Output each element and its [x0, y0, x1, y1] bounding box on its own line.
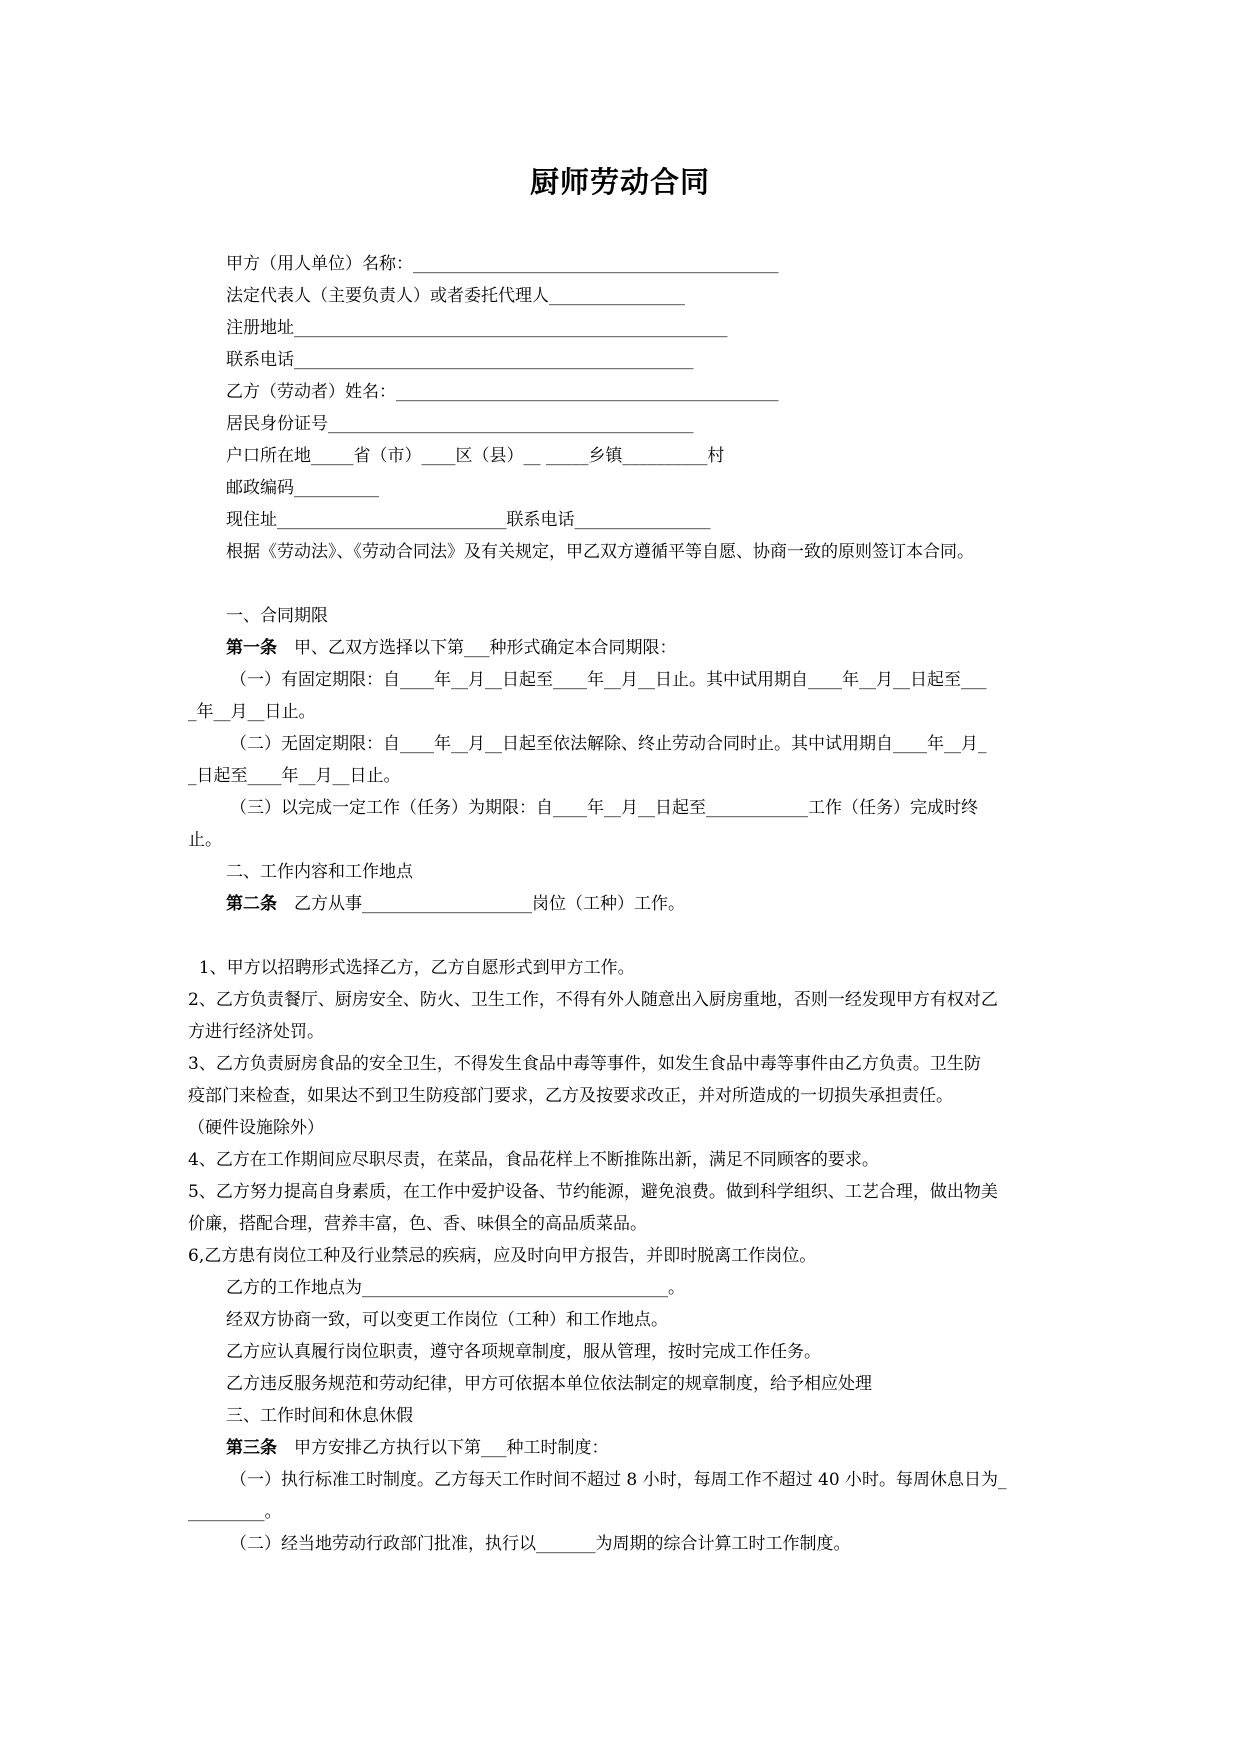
article-2-label: 第二条 [226, 894, 277, 914]
duty-item-3-note: （硬件设施除外） [188, 1118, 324, 1138]
change-position-line: 经双方协商一致，可以变更工作岗位（工种）和工作地点。 [226, 1310, 668, 1330]
article-3-text: 甲方安排乙方执行以下第___种工时制度： [277, 1438, 609, 1458]
party-a-name-field: 甲方（用人单位）名称：___________________________________________ [226, 254, 779, 274]
article-3 [226, 1437, 609, 1459]
registered-address-field: 注册地址___________________________________________________ [226, 318, 728, 338]
term-fixed-line-1: （一）有固定期限：自____年__月__日起至____年__月__日止。其中试用期自____年__月__日起至___ [230, 670, 987, 690]
term-task-line-1: （三）以完成一定工作（任务）为期限：自____年__月__日起至____________工作（任务）完成时终 [230, 798, 978, 818]
postal-code-field: 邮政编码__________ [226, 478, 379, 498]
current-address-field: 现住址___________________________联系电话________________ [226, 510, 711, 530]
duty-item-2: 2、乙方负责餐厅、厨房安全、防火、卫生工作，不得有外人随意出入厨房重地，否则一经发现甲方有权对乙 [188, 990, 998, 1010]
legal-representative-field: 法定代表人（主要负责人）或者委托代理人________________ [226, 286, 685, 306]
term-open-line-2: _日起至____年__月__日止。 [188, 766, 401, 786]
article-2-text: 乙方从事____________________岗位（工种）工作。 [277, 894, 685, 914]
violation-handling-line: 乙方违反服务规范和劳动纪律，甲方可依据本单位依法制定的规章制度，给予相应处理 [226, 1374, 872, 1394]
duty-item-5: 5、乙方努力提高自身素质，在工作中爱护设备、节约能源，避免浪费。做到科学组织、工艺合理，做出物美 [188, 1182, 998, 1202]
duty-item-5-cont: 价廉，搭配合理，营养丰富，色、香、味俱全的高品质菜品。 [188, 1214, 647, 1234]
preamble-paragraph: 根据《劳动法》、《劳动合同法》及有关规定，甲乙双方遵循平等自愿、协商一致的原则签订本合同。 [226, 542, 974, 562]
duty-item-1: 1、甲方以招聘形式选择乙方，乙方自愿形式到甲方工作。 [188, 958, 635, 978]
id-number-field: 居民身份证号___________________________________________ [226, 414, 694, 434]
section-1-heading: 一、合同期限 [226, 606, 328, 626]
party-a-phone-field: 联系电话_______________________________________________ [226, 350, 694, 370]
article-1 [226, 637, 677, 659]
duty-item-4: 4、乙方在工作期间应尽职尽责，在菜品，食品花样上不断推陈出新，满足不同顾客的要求。 [188, 1150, 879, 1170]
term-fixed-line-2: _年__月__日止。 [188, 702, 316, 722]
article-1-text: 甲、乙双方选择以下第___种形式确定本合同期限： [277, 638, 677, 658]
term-task-line-2: 止。 [188, 830, 222, 850]
standard-hours-line-1: （一）执行标准工时制度。乙方每天工作时间不超过 8 小时，每周工作不超过 40 小时。每周休息日为_ [230, 1470, 1007, 1490]
term-open-line-1: （二）无固定期限：自____年__月__日起至依法解除、终止劳动合同时止。其中试用期自____年__月_ [230, 734, 987, 754]
duty-item-3-cont: 疫部门来检查，如果达不到卫生防疫部门要求，乙方及按要求改正，并对所造成的一切损失承担责任。 [188, 1086, 953, 1106]
duty-item-2-cont: 方进行经济处罚。 [188, 1022, 324, 1042]
duty-item-6: 6,乙方患有岗位工种及行业禁忌的疾病，应及时向甲方报告，并即时脱离工作岗位。 [188, 1246, 817, 1266]
comprehensive-hours-line: （二）经当地劳动行政部门批准，执行以_______为周期的综合计算工时工作制度。 [230, 1534, 851, 1554]
household-registration-field: 户口所在地_____省（市）____区（县）__ _____乡镇__________村 [226, 446, 725, 466]
party-b-name-field: 乙方（劳动者）姓名：_____________________________________________ [226, 382, 779, 402]
standard-hours-line-2: _________。 [188, 1502, 282, 1522]
work-place-line: 乙方的工作地点为____________________________________。 [226, 1278, 685, 1298]
section-3-heading: 三、工作时间和休息休假 [226, 1406, 413, 1426]
article-3-label: 第三条 [226, 1438, 277, 1458]
article-1-label: 第一条 [226, 638, 277, 658]
duty-item-3: 3、乙方负责厨房食品的安全卫生，不得发生食品中毒等事件，如发生食品中毒等事件由乙方负责。卫生防 [188, 1054, 981, 1074]
section-2-heading: 二、工作内容和工作地点 [226, 862, 413, 882]
article-2 [226, 893, 685, 915]
duty-compliance-line: 乙方应认真履行岗位职责，遵守各项规章制度，服从管理，按时完成工作任务。 [226, 1342, 821, 1362]
document-title: 厨师劳动合同 [529, 165, 710, 199]
